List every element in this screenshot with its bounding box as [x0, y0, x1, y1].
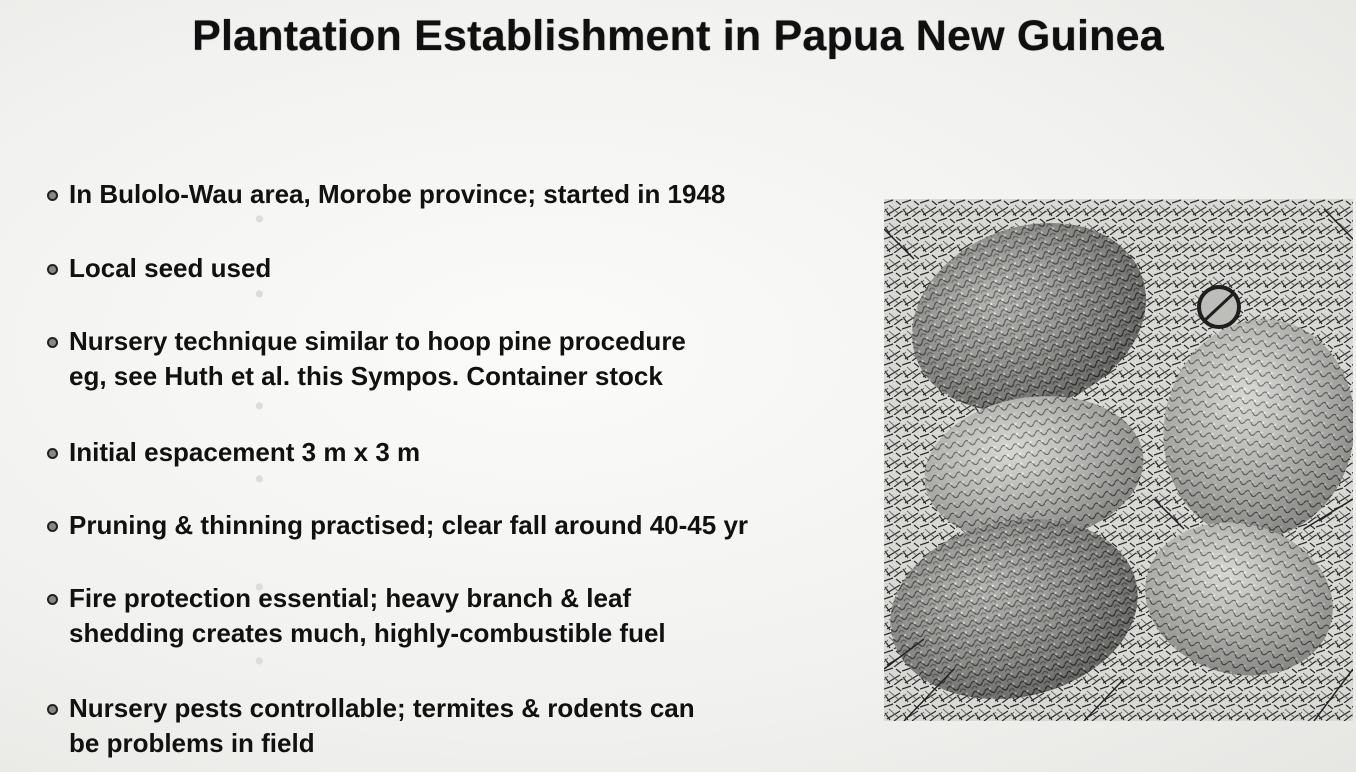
bullet-item: [47, 251, 867, 286]
cone-photo-icon: [884, 199, 1353, 721]
bullet-line: Pruning & thinning practised; clear fall around 40-45 yr: [69, 510, 749, 540]
bullet-dot-icon: [47, 594, 58, 605]
bullet-line: In Bulolo-Wau area, Morobe province; started in 1948: [69, 179, 726, 209]
slide-title: Plantation Establishment in Papua New Guinea: [192, 12, 1164, 60]
bullet-item: [47, 691, 867, 761]
bullet-line: Initial espacement 3 m x 3 m: [69, 437, 421, 467]
bullet-dot-icon: [47, 704, 58, 715]
show-through-line: [255, 392, 264, 421]
bullet-line: be problems in field: [69, 728, 315, 758]
bullet-line: Fire protection essential; heavy branch & leaf: [69, 583, 632, 613]
bullet-dot-icon: [47, 448, 58, 459]
bullet-line: eg, see Huth et al. this Sympos. Container stock: [69, 361, 663, 391]
bullet-dot-icon: [47, 337, 58, 348]
bullet-item: [47, 177, 867, 212]
bullet-item: [47, 508, 867, 543]
bullet-dot-icon: [47, 521, 58, 532]
bullet-line: Local seed used: [69, 253, 272, 283]
bullet-dot-icon: [47, 190, 58, 201]
bullet-dot-icon: [47, 264, 58, 275]
bullet-line: shedding creates much, highly-combustible fuel: [69, 618, 666, 648]
bullet-item: [47, 581, 867, 651]
bullet-item: [47, 324, 867, 394]
bullet-line: Nursery technique similar to hoop pine procedure: [69, 326, 686, 356]
show-through-line: [255, 647, 264, 676]
bullet-line: Nursery pests controllable; termites & rodents can: [69, 693, 695, 723]
bullet-item: [47, 435, 867, 470]
